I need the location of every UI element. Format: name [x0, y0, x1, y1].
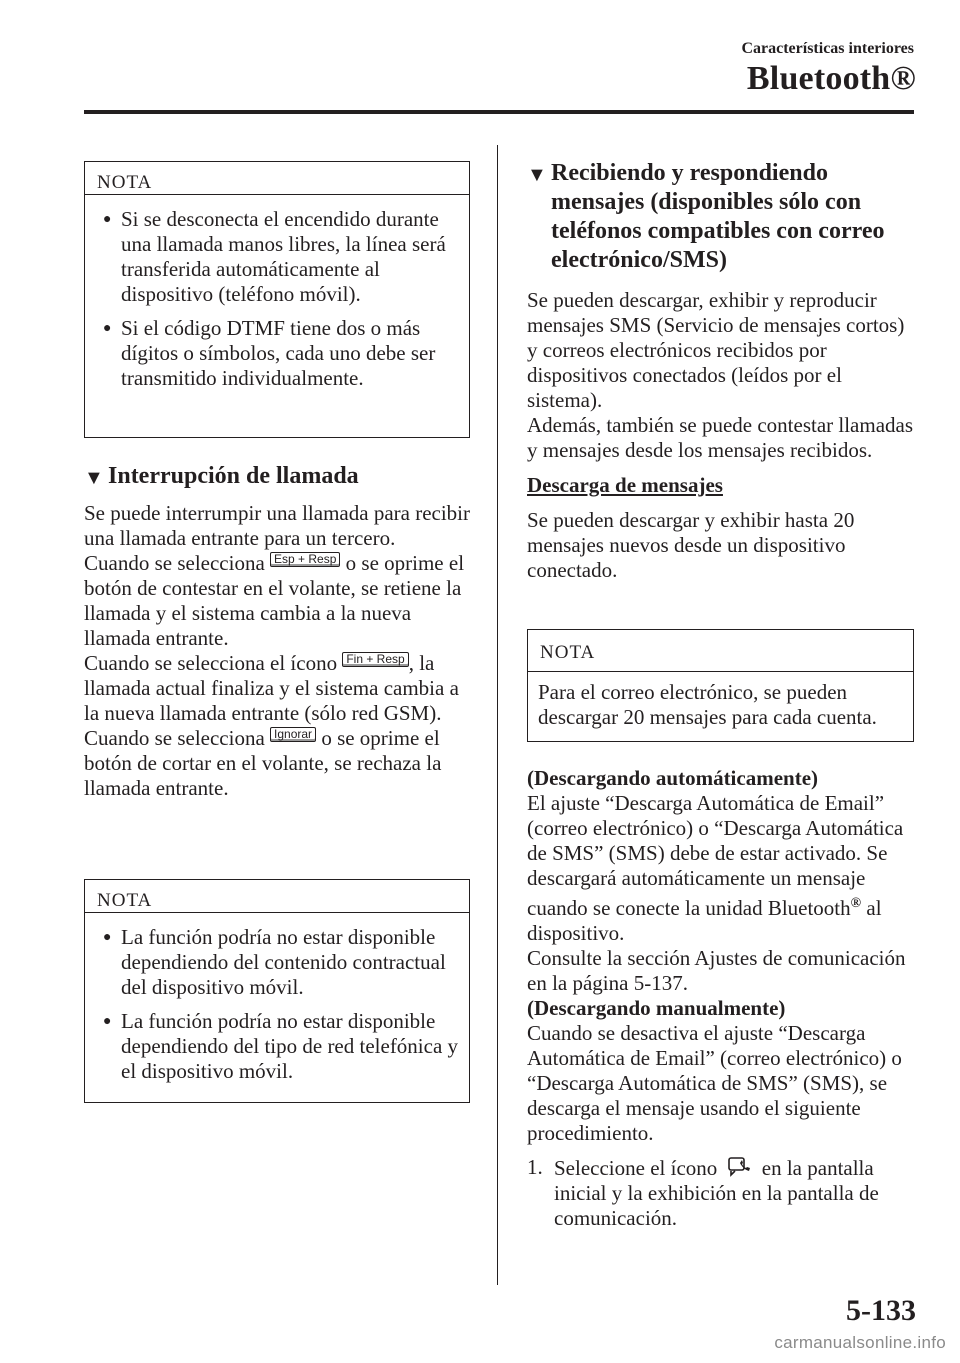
esp-resp-button-icon: Esp + Resp — [270, 552, 340, 567]
paragraph: Se puede interrumpir una llamada para recibir una llamada entrante para un tercero. — [84, 501, 470, 550]
section-heading: ▼ Interrupción de llamada — [84, 462, 474, 491]
bullet-icon: ● — [103, 212, 112, 227]
registered-mark: ® — [850, 896, 862, 911]
paragraph: Consulte la sección Ajustes de comunicación en la página 5-137. — [527, 946, 906, 995]
note-heading: NOTA — [85, 162, 469, 195]
chapter-title: Bluetooth® — [746, 60, 916, 97]
subheading-manual: (Descargando manualmente) — [527, 996, 786, 1020]
bullet-icon: ● — [103, 321, 112, 336]
note-box-2 — [84, 879, 470, 1103]
note-text: Para el correo electrónico, se pueden descargar 20 mensajes para cada cuenta. — [538, 680, 877, 729]
triangle-bullet-icon: ▼ — [527, 164, 547, 186]
page-number: 5-133 — [846, 1294, 916, 1327]
note-item: ● Si el código DTMF tiene dos o más dígitos o símbolos, cada uno debe ser transmitido individualmente. — [103, 316, 436, 390]
note-heading: NOTA — [528, 630, 913, 672]
paragraph: Se pueden descargar, exhibir y reproducir mensajes SMS (Servicio de mensajes cortos) y correos electrónicos recibidos por dispositivos conectados (leídos por el sistema). — [527, 288, 905, 412]
note-item: ● La función podría no estar disponible dependiendo del contenido contractual del dispositivo móvil. — [103, 925, 446, 999]
section-title: Características interiores — [741, 40, 914, 57]
section-heading: ▼ Recibiendo y respondiendo mensajes (disponibles sólo con teléfonos compatibles con correo electrónico/SMS) — [527, 160, 885, 273]
note-item: ● La función podría no estar disponible dependiendo del tipo de red telefónica y el dispositivo móvil. — [103, 1009, 459, 1083]
bullet-icon: ● — [103, 930, 112, 945]
step-1: 1. Seleccione el ícono en la pantalla inicial y la exhibición en la pantalla de comunicación. — [527, 1155, 879, 1230]
subheading-download: Descarga de mensajes — [527, 473, 723, 497]
note-box-1 — [84, 161, 470, 438]
interruption-section — [84, 462, 474, 801]
paragraph: Cuando se selecciona Esp + Resp o se oprime el botón de contestar en el volante, se retiene la llamada y el sistema cambia a la nueva llamada entrante. — [84, 551, 465, 650]
paragraph: Cuando se selecciona Ignorar o se oprime el botón de cortar en el volante, se rechaza la llamada entrante. — [84, 726, 442, 800]
messages-section — [527, 159, 917, 583]
subheading-auto: (Descargando automáticamente) — [527, 766, 819, 790]
column-divider — [497, 145, 498, 1285]
paragraph: El ajuste “Descarga Automática de Email” (correo electrónico) o “Descarga Automática de SMS” (SMS) debe de estar activado. Se descargará automáticamente un mensaje cuando se conecte la unidad Bluetooth® al dispositivo. — [527, 791, 904, 945]
triangle-bullet-icon: ▼ — [84, 467, 104, 489]
paragraph: Cuando se desactiva el ajuste “Descarga Automática de Email” (correo electrónico) o “Descarga Automática de SMS” (SMS), se descarga el mensaje usando el siguiente procedimiento. — [527, 1021, 902, 1145]
paragraph: Cuando se selecciona el ícono Fin + Resp , la llamada actual finaliza y el sistema cambia a la nueva llamada entrante (sólo red GSM). — [84, 651, 459, 725]
header-rule — [84, 110, 914, 114]
bullet-icon: ● — [103, 1014, 112, 1029]
note-box-3 — [527, 629, 914, 742]
fin-resp-button-icon: Fin + Resp — [342, 652, 408, 667]
note-heading: NOTA — [85, 880, 469, 913]
paragraph: Se pueden descargar y exhibir hasta 20 mensajes nuevos desde un dispositivo conectado. — [527, 508, 855, 582]
ignorar-button-icon: Ignorar — [270, 727, 316, 742]
step-number: 1. — [527, 1155, 543, 1179]
message-phone-icon — [727, 1155, 753, 1179]
note-item: ● Si se desconecta el encendido durante una llamada manos libres, la línea será transferida automáticamente al dispositivo (teléfono móvil). — [103, 207, 446, 306]
watermark: carmanualsonline.info — [774, 1333, 946, 1352]
paragraph: Además, también se puede contestar llamadas y mensajes desde los mensajes recibidos. — [527, 413, 914, 462]
download-methods — [527, 766, 919, 1231]
